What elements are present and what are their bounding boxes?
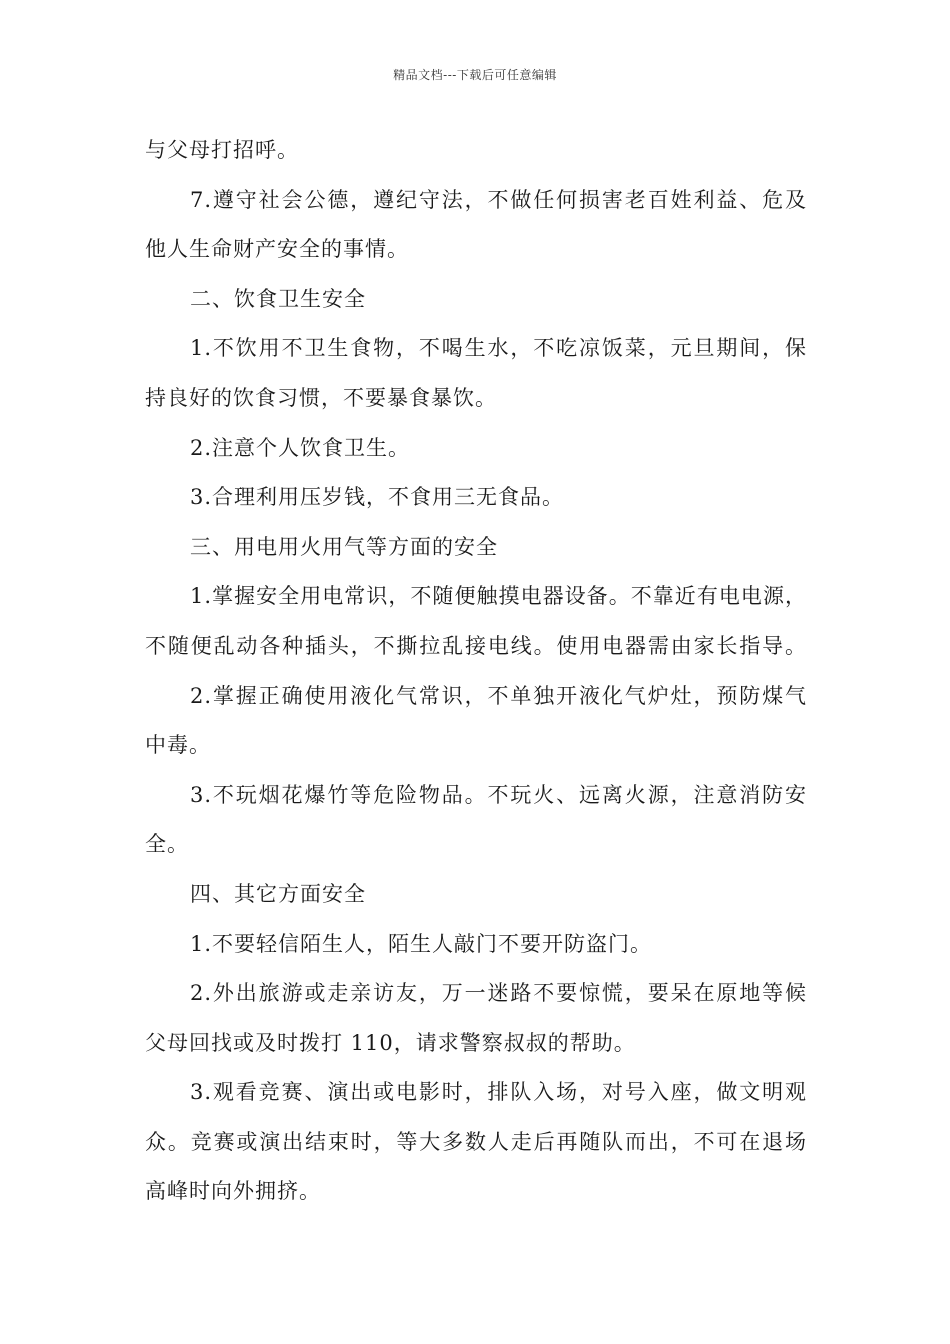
list-item-text: 7.遵守社会公德，遵纪守法，不做任何损害老百姓利益、危及 [190,187,807,212]
section-heading: 二、饮食卫生安全 [190,286,366,311]
text-line: 中毒。 [145,733,211,758]
list-item-text: 1.不要轻信陌生人，陌生人敲门不要开防盗门。 [190,931,653,956]
text-line: 全。 [145,832,189,857]
list-item-text: 3.合理利用压岁钱，不食用三无食品。 [190,485,565,510]
page-header: 精品文档---下载后可任意编辑 [393,68,557,82]
text-line: 众。竞赛或演出结束时，等大多数人走后再随队而出，不可在退场 [145,1129,807,1154]
section-heading: 四、其它方面安全 [190,881,366,906]
list-item-text: 1.掌握安全用电常识，不随便触摸电器设备。不靠近有电电源， [190,584,807,609]
text-line: 与父母打招呼。 [145,138,299,162]
text-line: 持良好的饮食习惯，不要暴食暴饮。 [145,385,497,410]
text-line: 父母回找或及时拨打 110，请求警察叔叔的帮助。 [145,1030,636,1055]
text-line: 高峰时向外拥挤。 [145,1179,321,1204]
list-item-text: 3.不玩烟花爆竹等危险物品。不玩火、远离火源，注意消防安 [190,782,807,807]
document-body [145,126,807,1217]
list-item-text: 1.不饮用不卫生食物，不喝生水，不吃凉饭菜，元旦期间，保 [190,336,807,361]
list-item-text: 2.注意个人饮食卫生。 [190,435,411,460]
list-item-text: 2.掌握正确使用液化气常识，不单独开液化气炉灶，预防煤气 [190,683,807,708]
section-heading: 三、用电用火用气等方面的安全 [190,534,498,559]
list-item-text: 2.外出旅游或走亲访友，万一迷路不要惊慌，要呆在原地等候 [190,981,807,1006]
text-line: 他人生命财产安全的事情。 [145,237,409,262]
text-line: 不随便乱动各种插头，不撕拉乱接电线。使用电器需由家长指导。 [145,633,807,658]
list-item-text: 3.观看竞赛、演出或电影时，排队入场，对号入座，做文明观 [190,1080,807,1105]
